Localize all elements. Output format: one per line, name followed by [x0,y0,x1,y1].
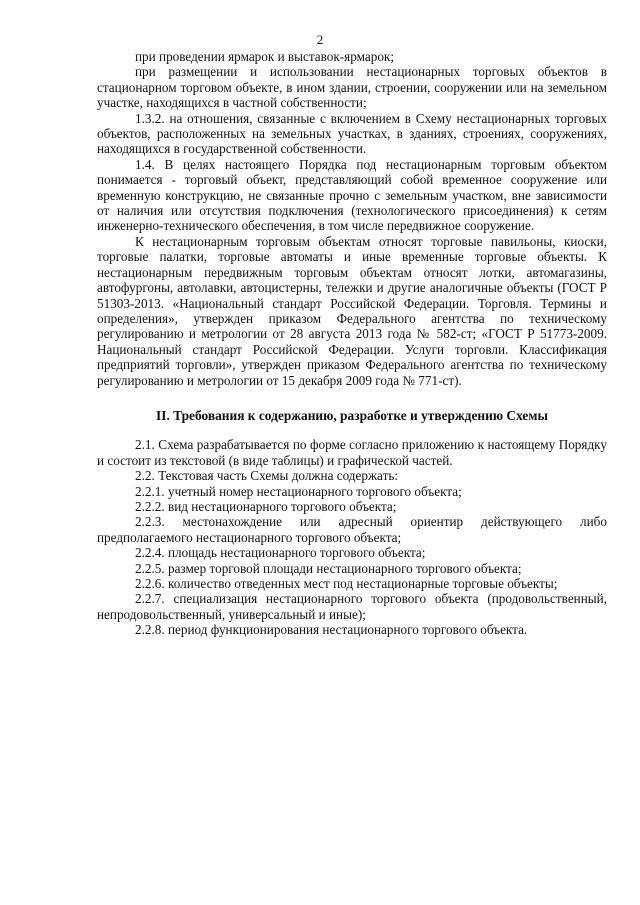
document-body [97,49,607,638]
paragraph-2-2-6: 2.2.6. количество отведенных мест под нестационарные торговые объекты; [135,576,558,591]
paragraph-fairs: при проведении ярмарок и выставок-ярмарок; [135,49,394,64]
paragraph-2-2-5: 2.2.5. размер торговой площади нестационарного торгового объекта; [135,560,522,576]
paragraph-2-2: 2.2. Текстовая часть Схемы должна содержать: [135,468,399,484]
paragraph-2-2-4: 2.2.4. площадь нестационарного торгового объекта; [135,545,426,561]
section-2-heading: II. Требования к содержанию, разработке и утверждению Схемы [156,407,548,423]
paragraph-2-2-8: 2.2.8. период функционирования нестационарного торгового объекта. [135,622,528,638]
paragraph-object-types: К нестационарным торговым объектам относят торговые павильоны, киоски, торговые палатки, торговые автоматы и иные временные торговые объекты. К нестационарным передвижным торговым объектам относят лотки, автомагазины, автофургоны, автолавки, автоцистерны, тележки и другие аналогичные объекты (ГОСТ Р 51303-2013. «Национальный стандарт Российской Федерации. Торговля. Термины и определения», утвержден приказом Федерального агентства по техническому регулированию и метрологии от 28 августа 2013 года № 582-ст; «ГОСТ Р 51773-2009. Национальный стандарт Российской Федерации. Услуги торговли. Классификация предприятий торговли», утвержден приказом Федерального агентства по техническому регулированию и метрологии от 15 декабря 2009 года № 771-ст). [97,233,607,388]
paragraph-2-2-1: 2.2.1. учетный номер нестационарного торгового объекта; [135,483,462,499]
paragraph-2-1: 2.1. Схема разрабатывается по форме согласно приложению к настоящему Порядку и состоит из текстовой (в виде таблицы) и графической частей. [97,437,607,468]
paragraph-2-2-3: 2.2.3. местонахождение или адресный ориентир действующего либо предполагаемого нестационарного торгового объекта; [97,514,607,545]
paragraph-1-3-2: 1.3.2. на отношения, связанные с включением в Схему нестационарных торговых объектов, расположенных на земельных участках, в зданиях, строениях, сооружениях, находящихся в государственной собственности. [97,110,607,157]
page-number: 2 [316,32,324,47]
paragraph-2-2-7: 2.2.7. специализация нестационарного торгового объекта (продовольственный, непродовольственный, универсальный и иные); [97,591,607,622]
paragraph-2-2-2: 2.2.2. вид нестационарного торгового объекта; [135,498,397,514]
paragraph-1-4: 1.4. В целях настоящего Порядка под нестационарным торговым объектом понимается - торговый объект, представляющий собой временное сооружение или временную конструкцию, не связанные прочно с земельным участком, вне зависимости от наличия или отсутствия подключения (технологического присоединения) к сетям инженерно-технического обеспечения, в том числе передвижное сооружение. [97,156,607,234]
paragraph-private-property: при размещении и использовании нестационарных торговых объектов в стационарном торговом объекте, в ином здании, строении, сооружении или на земельном участке, находящихся в частной собственности; [97,64,607,111]
